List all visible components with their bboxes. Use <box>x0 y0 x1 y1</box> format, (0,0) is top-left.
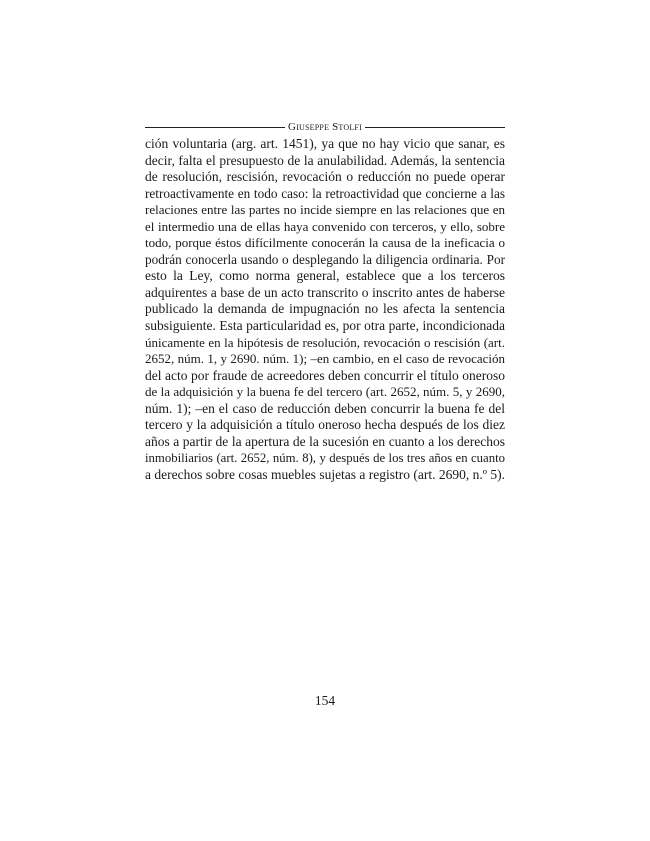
text-line: relaciones entre las partes no incide siempre en las relaciones que en <box>145 202 505 218</box>
header-author: Giuseppe Stolfi <box>288 121 362 133</box>
text-line: publicado la demanda de impugnación no les afecta la sentencia <box>145 301 505 317</box>
text-line: inmobiliarios (art. 2652, núm. 8), y después de los tres años en cuanto <box>145 451 505 466</box>
text-line: únicamente en la hipótesis de resolución, revocación o rescisión (art. <box>145 334 505 350</box>
text-line: de la adquisición y la buena fe del tercero (art. 2652, núm. 5, y 2690, <box>145 384 505 400</box>
text-line: núm. 1); –en el caso de reducción deben concurrir la buena fe del <box>145 400 505 416</box>
text-line: adquirentes a base de un acto transcrito o inscrito antes de haberse <box>145 284 505 300</box>
text-line: subsiguiente. Esta particularidad es, por otra parte, incondicionada <box>145 318 505 334</box>
text-line: podrán conocerla usando o desplegando la diligencia ordinaria. Por <box>145 251 505 267</box>
header-rule-right <box>365 127 505 128</box>
text-line: todo, porque éstos difícilmente conocerán la causa de la ineficacia o <box>145 235 505 251</box>
text-line: tercero y la adquisición a título oneroso hecha después de los diez <box>145 417 505 433</box>
text-line: el intermedio una de ellas haya convenido con terceros, y ello, sobre <box>145 218 505 234</box>
text-line: ción voluntaria (arg. art. 1451), ya que no hay vicio que sanar, es <box>145 136 505 151</box>
page-number: 154 <box>314 693 336 708</box>
text-line: retroactivamente en todo caso: la retroactividad que concierne a las <box>145 185 505 201</box>
header-rule-left <box>145 127 285 128</box>
body-paragraph <box>145 136 505 483</box>
text-line: de resolución, rescisión, revocación o reducción no puede operar <box>145 169 505 185</box>
text-line: del acto por fraude de acreedores deben concurrir el título oneroso <box>145 367 505 383</box>
text-line: 2652, núm. 1, y 2690. núm. 1); –en cambio, en el caso de revocación <box>145 351 505 367</box>
text-line: esto la Ley, como norma general, establece que a los terceros <box>145 268 505 284</box>
running-header <box>145 120 505 134</box>
text-line: a derechos sobre cosas muebles sujetas a registro (art. 2690, n.º 5). <box>145 466 505 482</box>
text-line: decir, falta el presupuesto de la anulabilidad. Además, la sentencia <box>145 152 505 168</box>
text-line: años a partir de la apertura de la sucesión en cuanto a los derechos <box>145 433 505 449</box>
